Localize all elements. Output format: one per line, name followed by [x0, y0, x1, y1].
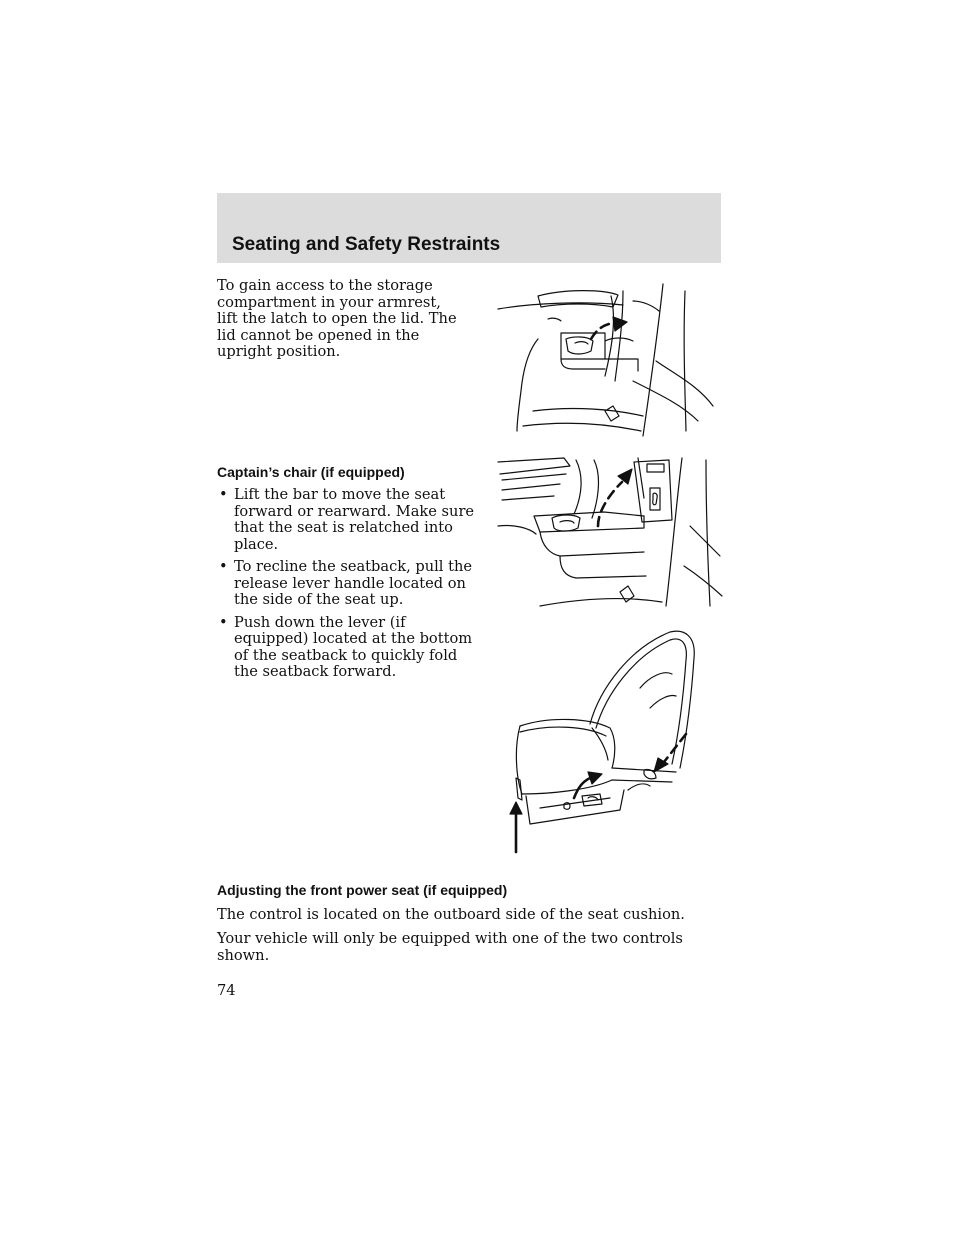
section-header-band [217, 193, 721, 263]
captains-chair-heading: Captain’s chair (if equipped) [217, 464, 405, 480]
page-number: 74 [217, 982, 236, 999]
bullet-dot: • [219, 486, 228, 503]
section-title: Seating and Safety Restraints [232, 234, 501, 255]
bullet-text: Push down the lever (if equipped) located at the bottom of the seatback to quickly fold the seatback forward. [234, 613, 473, 680]
bullet-text: To recline the seatback, pull the release lever handle located on the side of the seat up. [234, 558, 473, 608]
list-item [217, 487, 475, 553]
armrest-paragraph: To gain access to the storage compartment in your armrest, lift the latch to open the lid. The lid cannot be opened in the upright position. [217, 277, 457, 360]
captains-chair-bullet-list [217, 487, 475, 687]
captains-chair-illustration [500, 628, 700, 858]
list-item [217, 615, 475, 681]
bullet-text: Lift the bar to move the seat forward or rearward. Make sure that the seat is relatched into place. [234, 486, 475, 553]
bullet-dot: • [219, 613, 228, 631]
armrest-lid-open-illustration [494, 456, 724, 611]
armrest-latch-illustration [493, 281, 718, 439]
power-seat-paragraph-location: The control is located on the outboard side of the seat cushion. [217, 906, 685, 923]
list-item [217, 559, 475, 609]
power-seat-paragraph-controls: Your vehicle will only be equipped with one of the two controls shown. [217, 930, 683, 964]
bullet-dot: • [219, 558, 228, 575]
power-seat-heading: Adjusting the front power seat (if equipped) [217, 882, 508, 898]
